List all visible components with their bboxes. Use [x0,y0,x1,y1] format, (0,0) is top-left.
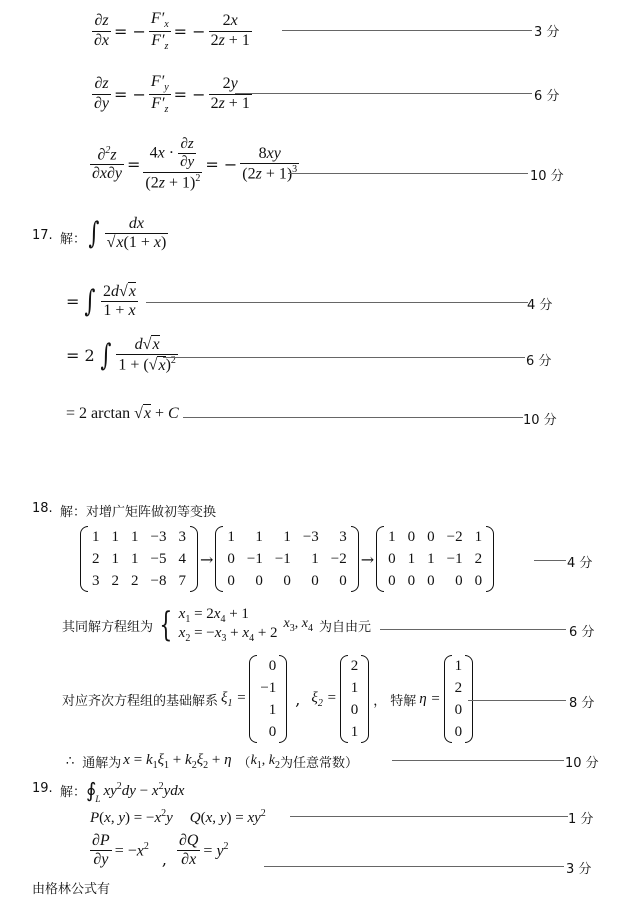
m1-cell: 3 [178,529,186,545]
system-line: 其同解方程组为 { $x_1 = 2x_4 + 1$ $x_2 = -x_3 + x_4 + 2$ $x_3$, $x_4$ 为自由元 [62,605,371,645]
m1-cell: 1 [131,551,139,567]
m2-cell: 1 [227,529,235,545]
xi2-cell: 1 [350,680,359,696]
xi1-cell: 0 [268,724,277,740]
m2-cell: −2 [330,551,347,567]
eq19-PQ: P(x, $y) = -x^2y$ Q(x, $y) = xy^2$ [90,808,266,826]
m3-cell: 1 [407,551,416,567]
m1-cell: 1 [111,551,119,567]
xi2-cell: 0 [350,702,359,718]
score-16-2: 6 分 [534,89,560,104]
m3-cell: 1 [388,529,396,545]
score-19-2: 3 分 [566,862,592,877]
general-note: 为任意常数） [280,756,359,771]
score-19-1: 1 分 [568,812,594,827]
m3-cell: 0 [474,573,483,589]
m1-cell: 1 [92,529,100,545]
m3-cell: −1 [446,551,463,567]
m3-cell: 0 [427,529,435,545]
eta-cell: 0 [454,702,463,718]
m1-cell: 1 [111,529,119,545]
xi1-cell: 0 [268,658,277,674]
m2-cell: 3 [339,529,347,545]
matrix-1 [80,526,198,592]
m2-cell: 0 [311,573,319,589]
eq19-integral: ∮ L $xy^2dy - x^2ydx$ [86,778,185,804]
m2-cell: 0 [227,551,235,567]
special-label: 特解 [390,693,417,709]
m3-cell: 0 [407,529,416,545]
score-18-3: 8 分 [569,696,595,711]
eq17-result: = 2 arctan √x + C [66,405,179,422]
eq17-step1: = ∫ $\frac{2d√x}{1 + x}$ [66,283,136,320]
eq16-dz-dx: $\frac{\partial z}{\partial x}$ = − $\frac{F'_x}{F'_z}$ = − $\frac{2x}{2z + 1}$ [94,10,250,52]
p18-intro: 解：对增广矩阵做初等变换 [60,505,217,520]
eq16-d2z: $\frac{\partial^2z}{\partial x\partial y}$ = 4x · $\frac{\partial z}{\partial y}$ $(2z + 1)^2$ = − $\frac{8xy}{(2z + 1)^3}$ [92,136,298,191]
m3-cell: 1 [474,529,483,545]
score-16-3: 10 分 [530,169,564,184]
m3-cell: −2 [446,529,463,545]
xi1-cell: 1 [268,702,277,718]
eq17-step2: = 2 ∫ $\frac{d√x}{1 + (√x)^2}$ [66,336,176,374]
free-text: 为自由元 [318,619,371,635]
m2-cell: −1 [246,551,263,567]
score-17-3: 10 分 [523,413,557,428]
m2-cell: −1 [274,551,291,567]
m3-cell: 0 [388,551,396,567]
eta-cell: 1 [454,658,463,674]
m1-cell: −8 [150,573,167,589]
p17-label: 17. [32,228,53,243]
p19-jie: 解： [60,785,87,800]
m1-cell: −5 [150,551,167,567]
m2-cell: 1 [311,551,319,567]
m2-cell: 0 [339,573,347,589]
m3-cell: 0 [407,573,416,589]
m2-cell: 0 [227,573,235,589]
xi1-vector [249,655,287,743]
m1-cell: 4 [178,551,186,567]
score-18-2: 6 分 [569,625,595,640]
eta-vector [444,655,474,743]
p19-label: 19. [32,781,53,796]
eq19-partials: $\frac{\partial P}{\partial y}$ = $-x^2$ , $\frac{\partial Q}{\partial x}$ = $y^2$ [92,832,229,870]
m1-cell: 1 [131,529,139,545]
p17-jie: 解： [60,232,87,247]
m2-cell: 0 [255,573,263,589]
score-18-1: 4 分 [567,556,593,571]
m3-cell: 2 [474,551,483,567]
p18-label: 18. [32,501,53,516]
m1-cell: 3 [92,573,100,589]
m3-cell: 0 [427,573,435,589]
matrix-3 [376,526,494,592]
general-prefix: 通解为 [82,756,122,771]
m3-cell: 0 [388,573,396,589]
augmented-matrix-row: 1 1 1 −3 3 2 1 1 −5 4 3 2 2 −8 7 → 1 1 1 −3 3 0 −1 −1 1 −2 0 0 0 0 0 → 1 0 0 −2 1 0 1 1 −1 2 0 0 0 0 0 [80,526,494,592]
score-17-1: 4 分 [527,298,553,313]
eta-cell: 2 [454,680,463,696]
green-formula-text: 由格林公式有 [32,882,111,897]
eta-cell: 0 [454,724,463,740]
m3-cell: 0 [455,573,463,589]
basis-prefix: 对应齐次方程组的基础解系 [62,693,219,709]
m2-cell: −3 [302,529,319,545]
m3-cell: 1 [427,551,435,567]
m1-cell: −3 [150,529,167,545]
m2-cell: 1 [283,529,291,545]
xi2-vector [340,655,370,743]
general-solution-line: ∴ 通解为 $x = k_1\xi_1 + k_2\xi_2 + \eta$ （ $k_1$, $k_2$ 为任意常数） [66,752,359,771]
score-17-2: 6 分 [526,354,552,369]
m1-cell: 2 [131,573,139,589]
m2-cell: 1 [255,529,263,545]
system-prefix: 其同解方程组为 [62,619,154,635]
score-18-4: 10 分 [565,756,599,771]
xi2-cell: 1 [350,724,359,740]
m1-cell: 2 [92,551,100,567]
xi2-cell: 2 [350,658,359,674]
eq16-dz-dy: $\frac{\partial z}{\partial y}$ = − $\frac{F'_y}{F'_z}$ = − $\frac{2y}{2z + 1}$ [94,73,250,115]
eq17-integral: ∫ $\frac{dx}{√x(1 + x)}$ [88,215,167,252]
score-16-1: 3 分 [534,25,560,40]
m1-cell: 7 [178,573,186,589]
m1-cell: 2 [111,573,119,589]
m2-cell: 0 [283,573,291,589]
therefore-symbol: ∴ [66,754,75,769]
basis-line: 对应齐次方程组的基础解系 $\xi_1$ = 0 −1 1 0 , $\xi_2$ = 2 1 0 1 ， 特解 η = 1 2 0 0 [62,655,473,743]
matrix-2 [215,526,358,592]
xi1-cell: −1 [260,680,277,696]
